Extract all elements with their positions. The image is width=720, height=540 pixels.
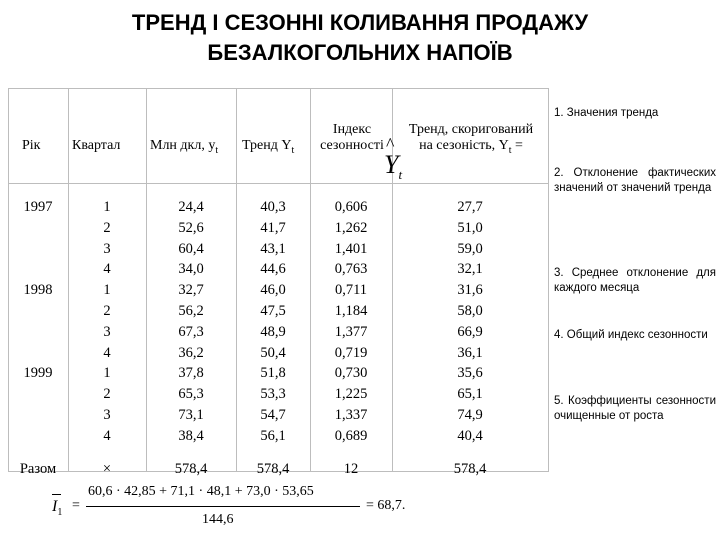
header-quarter: Квартал [72, 138, 121, 153]
cell-quarter: 3 [103, 323, 111, 340]
cell-index: 1,377 [334, 323, 368, 340]
header-trend: Тренд $Y_t$ [242, 138, 295, 156]
cell-index: 0,763 [334, 261, 368, 278]
cell-adjusted: 58,0 [457, 303, 483, 319]
cell-sales: 32,7 [178, 282, 204, 299]
title-line-1: ТРЕНД І СЕЗОННІ КОЛИВАННЯ ПРОДАЖУ [131, 10, 589, 35]
cell-year: 1998 [23, 282, 53, 299]
cell-quarter: 1 [103, 365, 111, 382]
cell-trend: 56,1 [260, 427, 286, 444]
cell-index: 1,225 [334, 386, 368, 403]
cell-quarter: 4 [103, 427, 111, 444]
cell-trend: 51,8 [260, 365, 286, 382]
cell-index: 0,719 [334, 344, 368, 361]
fraction-line [86, 506, 360, 507]
cell-trend: 50,4 [260, 344, 286, 361]
cell-adjusted: 40,4 [457, 427, 483, 444]
cell-index: 1,401 [334, 240, 368, 257]
slide-title [40, 8, 680, 68]
cell-adjusted: 35,6 [457, 365, 483, 382]
data-table [8, 88, 548, 477]
cell-index: 0,711 [334, 282, 368, 299]
total-quarter: × [102, 460, 112, 477]
cell-adjusted: 59,0 [457, 240, 483, 257]
cell-trend: 54,7 [260, 407, 286, 423]
cell-index: 1,262 [334, 219, 368, 236]
header-index: Індекс сезонності [320, 122, 384, 153]
cell-quarter: 2 [103, 219, 111, 236]
cell-quarter: 4 [103, 261, 111, 278]
note-5: 5. Коэффициенты сезонности очищенные от роста [554, 395, 716, 422]
title-line-2: БЕЗАЛКОГОЛЬНИХ НАПОЇВ [207, 40, 513, 65]
cell-adjusted: 36,1 [457, 344, 483, 361]
cell-index: 1,184 [334, 303, 368, 319]
note-1: 1. Значения тренда [554, 107, 659, 119]
cell-year: 1997 [23, 199, 53, 215]
note-3: 3. Среднее отклонение для каждого месяца [554, 267, 716, 294]
cell-trend: 47,5 [260, 303, 286, 319]
cell-quarter: 3 [103, 240, 111, 257]
cell-sales: 56,2 [178, 303, 204, 319]
cell-trend: 40,3 [260, 199, 286, 215]
cell-index: 0,730 [334, 365, 368, 382]
header-year: Рік [22, 138, 41, 153]
total-sales: 578,4 [174, 460, 208, 477]
cell-adjusted: 51,0 [457, 219, 483, 236]
cell-quarter: 2 [103, 386, 111, 403]
cell-year: 1999 [23, 365, 53, 382]
cell-sales: 60,4 [178, 240, 204, 257]
y-hat-symbol: ^ $Y_t$ [384, 134, 403, 183]
table-border-top [8, 88, 548, 89]
formula-equals: = [72, 498, 80, 513]
cell-trend: 43,1 [260, 240, 286, 257]
formula-lhs: $I_1$ [52, 498, 62, 518]
formula-result: = 68,7. [366, 498, 406, 513]
note-4: 4. Общий индекс сезонности [554, 329, 708, 341]
cell-trend: 41,7 [260, 219, 286, 236]
total-trend: 578,4 [256, 460, 290, 477]
cell-sales: 65,3 [178, 386, 204, 403]
cell-sales: 24,4 [178, 199, 204, 215]
cell-adjusted: 74,9 [457, 407, 483, 423]
cell-index: 0,689 [334, 427, 368, 444]
cell-adjusted: 66,9 [457, 323, 483, 340]
formula-denominator: 144,6 [202, 512, 234, 527]
table-border-left [8, 88, 9, 472]
cell-quarter: 1 [103, 282, 111, 299]
formula-numerator: 60,6 · 42,85 + 71,1 · 48,1 + 73,0 · 53,65 [88, 484, 314, 499]
cell-sales: 52,6 [178, 219, 204, 236]
cell-sales: 34,0 [178, 261, 204, 278]
cell-quarter: 3 [103, 407, 111, 423]
cell-sales: 73,1 [178, 407, 204, 423]
cell-quarter: 1 [103, 199, 111, 215]
cell-quarter: 2 [103, 303, 111, 319]
cell-index: 1,337 [334, 407, 368, 423]
header-divider [8, 183, 548, 184]
cell-adjusted: 65,1 [457, 386, 483, 403]
note-2: 2. Отклонение фактических значений от значений тренда [554, 167, 716, 194]
total-index: 12 [343, 460, 359, 477]
cell-adjusted: 31,6 [457, 282, 483, 299]
cell-trend: 46,0 [260, 282, 286, 299]
header-adjusted: Тренд, скоригований на сезоність, $Y_t$ = [408, 122, 534, 156]
cell-adjusted: 32,1 [457, 261, 483, 278]
cell-trend: 53,3 [260, 386, 286, 403]
cell-trend: 48,9 [260, 323, 286, 340]
table-border-right [548, 88, 549, 472]
cell-sales: 38,4 [178, 427, 204, 444]
cell-sales: 37,8 [178, 365, 204, 382]
total-adjusted: 578,4 [453, 460, 487, 477]
header-sales: Млн дкл, $y_t$ [150, 138, 219, 156]
cell-sales: 36,2 [178, 344, 204, 361]
cell-trend: 44,6 [260, 261, 286, 278]
total-year: Разом [19, 460, 57, 477]
cell-quarter: 4 [103, 344, 111, 361]
cell-adjusted: 27,7 [457, 199, 483, 215]
cell-sales: 67,3 [178, 323, 204, 340]
cell-index: 0,606 [334, 199, 368, 215]
